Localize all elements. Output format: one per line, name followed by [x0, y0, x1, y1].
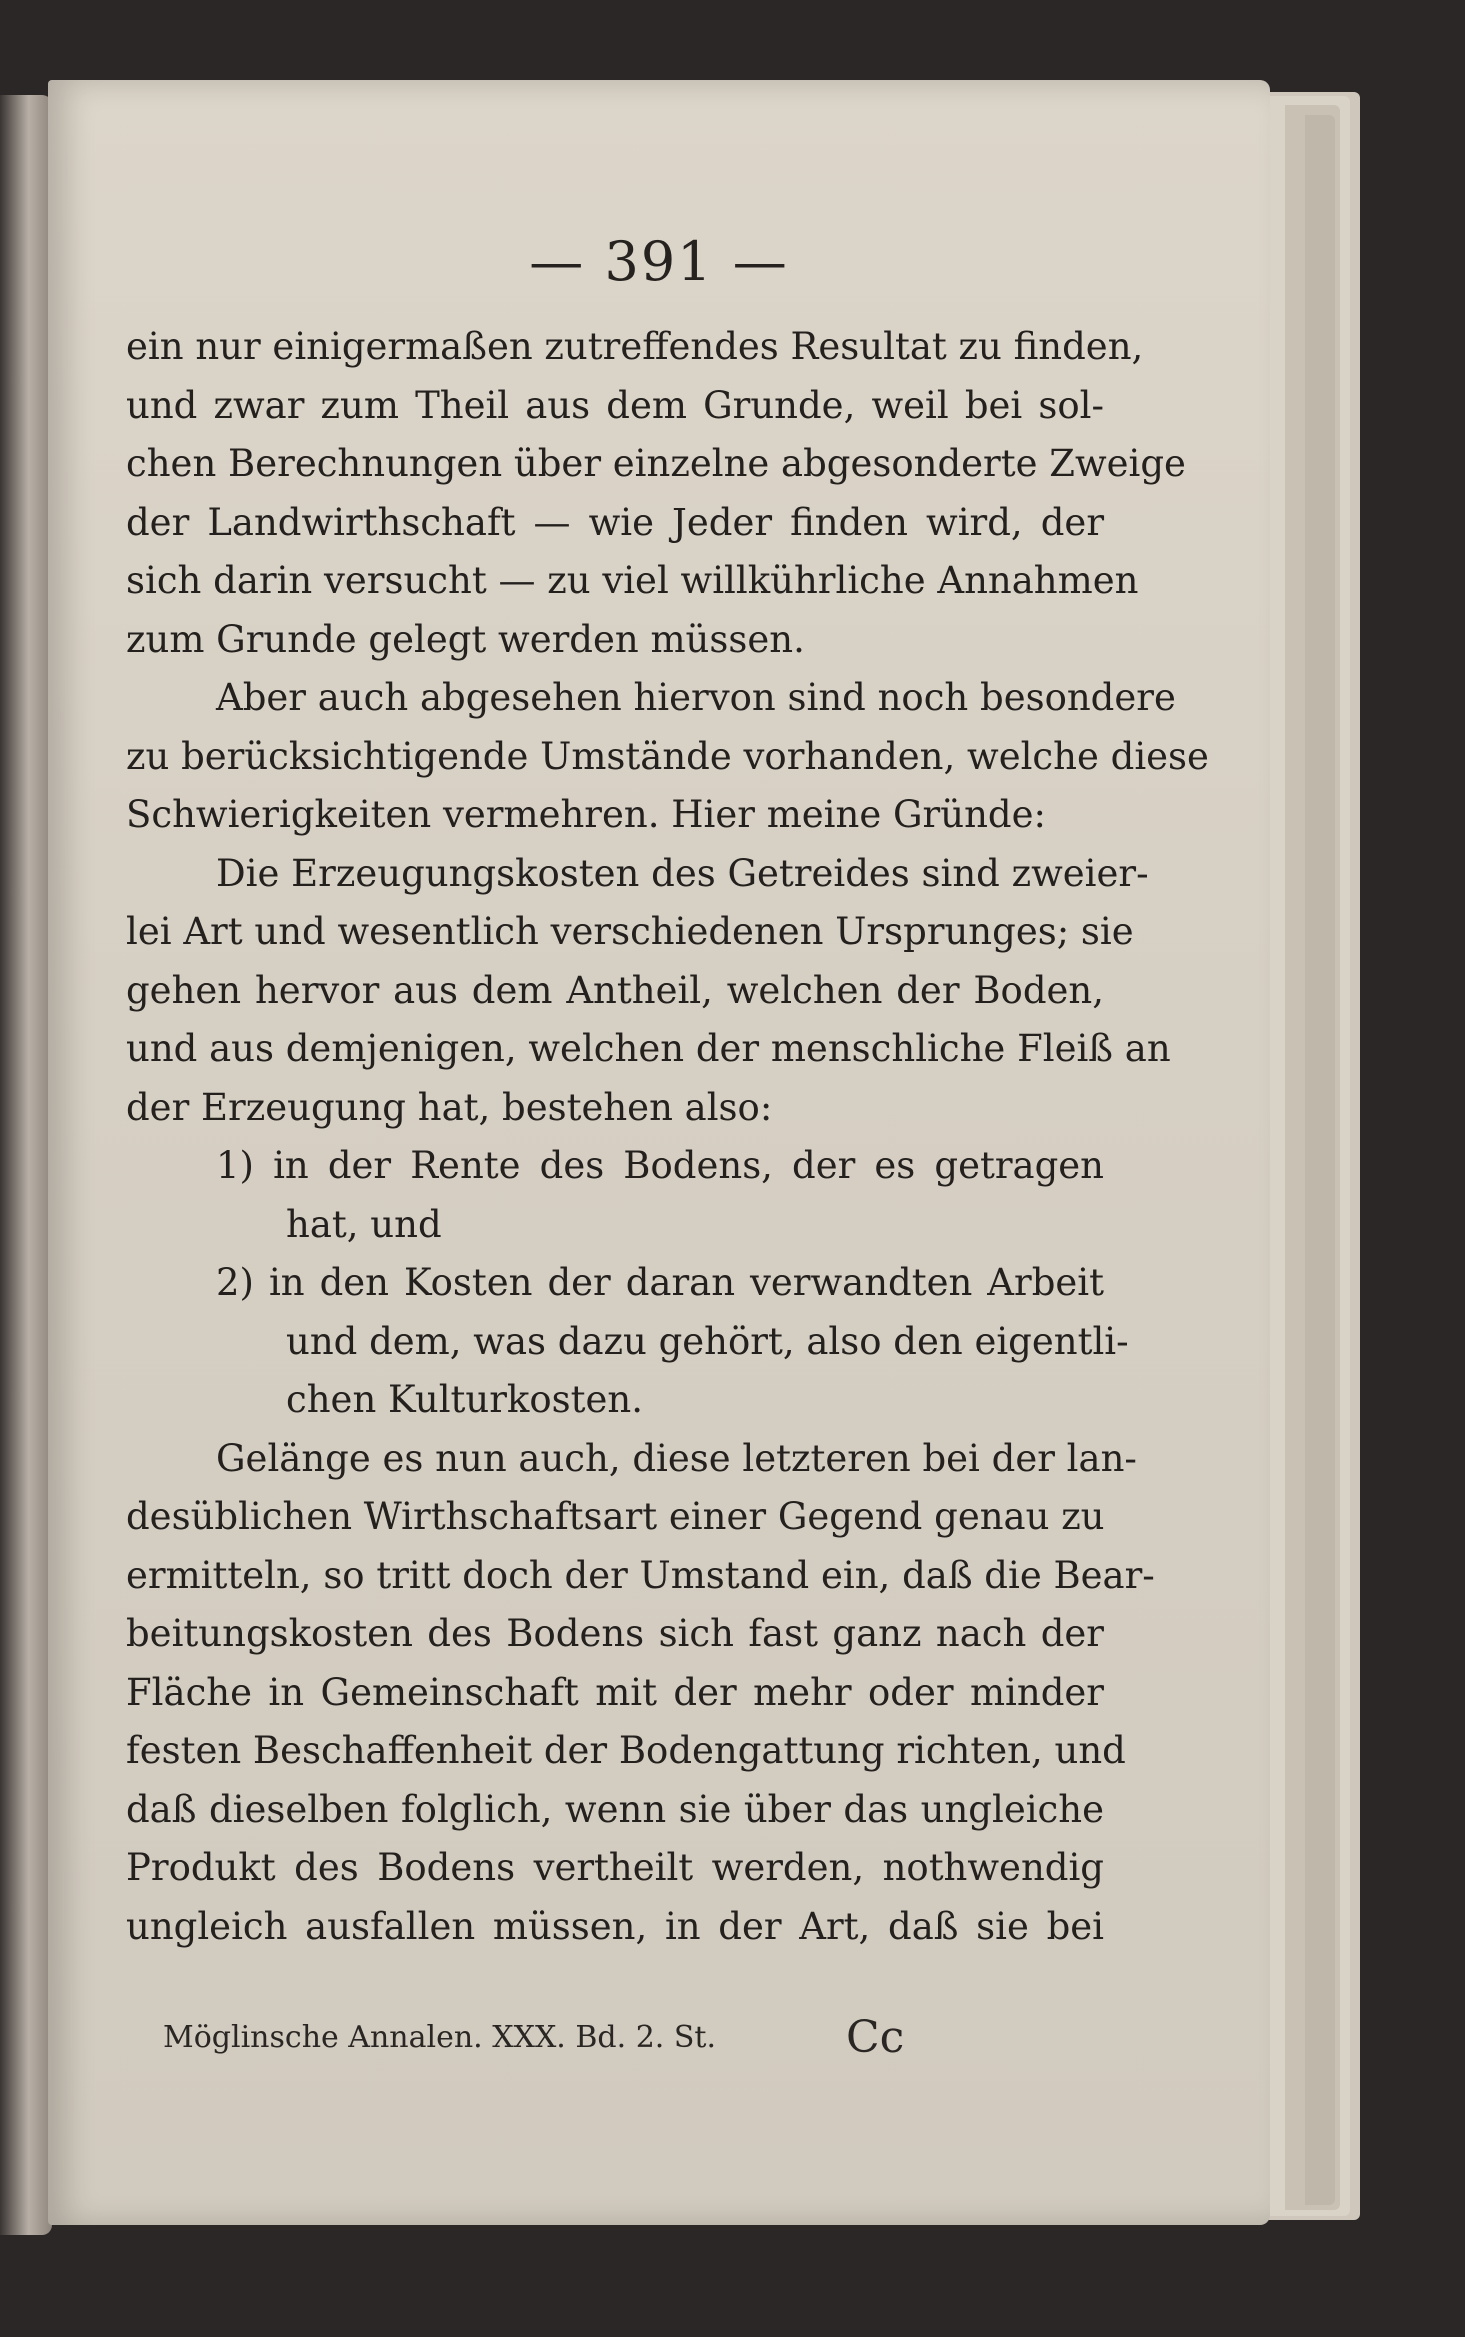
list-item-line: 2) in den Kosten der daran verwandten Arbeit [216, 1261, 1104, 1304]
body-text [126, 318, 1209, 1956]
text-line: Produkt des Bodens vertheilt werden, nothwendig [126, 1846, 1104, 1889]
list-item-line: und dem, was dazu gehört, also den eigentli- [286, 1319, 1129, 1363]
book-page [48, 80, 1270, 2225]
text-line: Schwierigkeiten vermehren. Hier meine Gründe: [126, 793, 1046, 836]
text-line: und aus demjenigen, welchen der menschliche Fleiß an [126, 1027, 1171, 1070]
text-line: ungleich ausfallen müssen, in der Art, daß sie bei [126, 1904, 1104, 1948]
text-line: ermitteln, so tritt doch der Umstand ein, daß die Bear- [126, 1553, 1155, 1597]
text-line: lei Art und wesentlich verschiedenen Ursprunges; sie [126, 910, 1134, 953]
text-line: Gelänge es nun auch, diese letzteren bei der lan- [216, 1436, 1137, 1480]
page-stack-edge [1305, 115, 1335, 2205]
text-line: und zwar zum Theil aus dem Grunde, weil bei sol- [126, 383, 1104, 427]
list-item-line: 1) in der Rente des Bodens, der es getragen [216, 1144, 1104, 1187]
text-line: desüblichen Wirthschaftsart einer Gegend genau zu [126, 1495, 1105, 1538]
text-line: daß dieselben folglich, wenn sie über das ungleiche [126, 1787, 1104, 1831]
left-page-edge [0, 95, 52, 2235]
text-line: ein nur einigermaßen zutreffendes Resultat zu finden, [126, 325, 1144, 368]
footer-signature-line: Möglinsche Annalen. XXX. Bd. 2. St. [163, 2020, 717, 2055]
text-line: zu berücksichtigende Umstände vorhanden, welche diese [126, 734, 1209, 778]
text-line: Aber auch abgesehen hiervon sind noch besondere [216, 676, 1176, 719]
text-line: der Erzeugung hat, bestehen also: [126, 1085, 773, 1129]
text-line: chen Berechnungen über einzelne abgesonderte Zweige [126, 442, 1186, 485]
text-line: gehen hervor aus dem Antheil, welchen der Boden, [126, 968, 1104, 1012]
text-line: beitungskosten des Bodens sich fast ganz nach der [126, 1612, 1104, 1655]
text-line: zum Grunde gelegt werden müssen. [126, 617, 805, 661]
text-line: festen Beschaffenheit der Bodengattung richten, und [126, 1729, 1126, 1772]
text-line: sich darin versucht — zu viel willkührliche Annahmen [126, 559, 1139, 602]
printer-signature-mark: Cc [846, 2012, 905, 2063]
text-line: Fläche in Gemeinschaft mit der mehr oder minder [126, 1670, 1104, 1714]
page-number: — 391 — [529, 230, 789, 293]
text-line: der Landwirthschaft — wie Jeder finden wird, der [126, 500, 1104, 544]
list-item-line: chen Kulturkosten. [286, 1378, 643, 1421]
text-line: Die Erzeugungskosten des Getreides sind zweier- [216, 851, 1149, 895]
list-item-line: hat, und [286, 1202, 442, 1246]
